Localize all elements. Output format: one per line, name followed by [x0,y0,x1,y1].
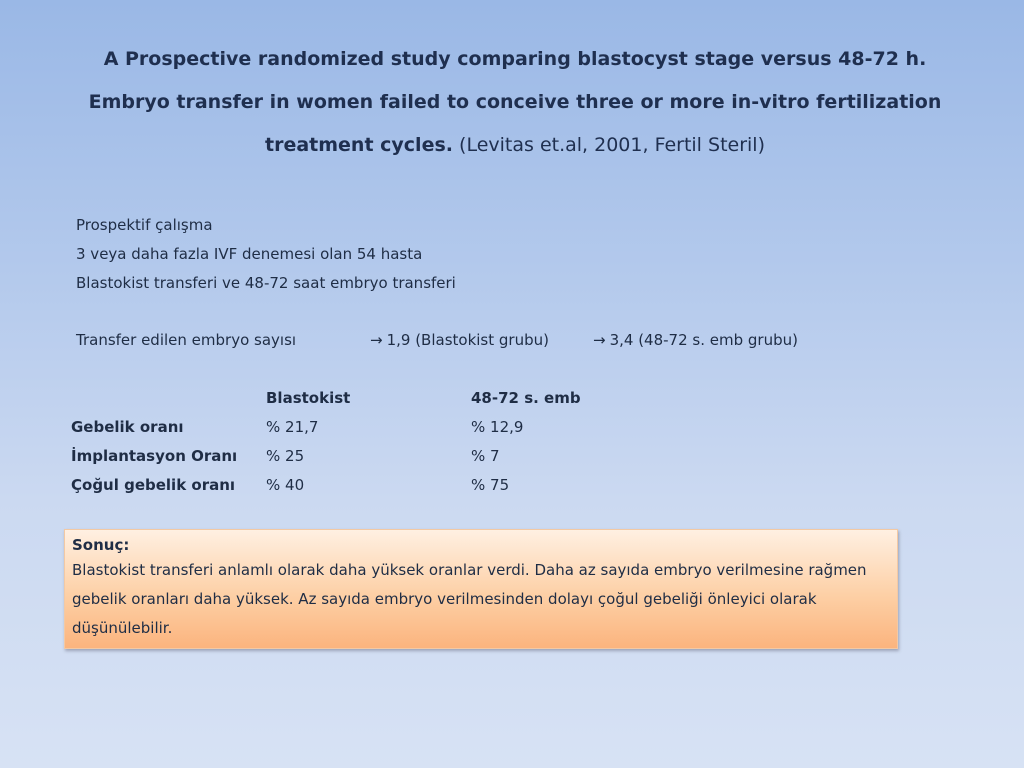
row-label-multiple-pregnancy: Çoğul gebelik oranı [71,476,236,494]
column-header-blastokist: Blastokist [266,389,351,407]
cell-implantation-blastokist: % 25 [266,447,305,465]
cell-multiple-emb: % 75 [471,476,510,494]
conclusion-text: Blastokist transferi anlamlı olarak daha yüksek oranlar verdi. Daha az sayıda embryo verilmesine rağmen gebelik oranları daha yüksek. Az sayıda embryo verilmesinden dolayı çoğul gebeliği önleyici olarak düşünülebilir. [72,561,867,637]
title-text: A Prospective randomized study comparing blastocyst stage versus 48-72 h. Embryo transfer in women failed to conceive three or more in-vitro fertilization treatment cycles. [88,48,942,156]
cell-pregnancy-emb: % 12,9 [471,418,524,436]
cell-implantation-emb: % 7 [471,447,500,465]
transfer-count-label: Transfer edilen embryo sayısı [76,331,297,349]
transfer-emb [593,331,798,349]
arrow-right-icon: → [593,331,606,349]
column-header-emb: 48-72 s. emb [471,389,581,407]
arrow-right-icon: → [370,331,383,349]
point-patients: 3 veya daha fazla IVF denemesi olan 54 hasta [76,245,423,263]
cell-multiple-blastokist: % 40 [266,476,305,494]
slide-title [60,38,970,167]
point-study-type: Prospektif çalışma [76,216,213,234]
transfer-blastokist [370,331,549,349]
cell-pregnancy-blastokist: % 21,7 [266,418,319,436]
point-transfer-groups: Blastokist transferi ve 48-72 saat embryo transferi [76,274,456,292]
transfer-emb-value: 3,4 (48-72 s. emb grubu) [609,331,798,349]
transfer-blastokist-value: 1,9 (Blastokist grubu) [386,331,549,349]
row-label-pregnancy-rate: Gebelik oranı [71,418,184,436]
conclusion-box [64,529,898,649]
conclusion-heading: Sonuç: [72,536,130,554]
row-label-implantation-rate: İmplantasyon Oranı [71,447,238,465]
title-citation: (Levitas et.al, 2001, Fertil Steril) [459,134,765,156]
